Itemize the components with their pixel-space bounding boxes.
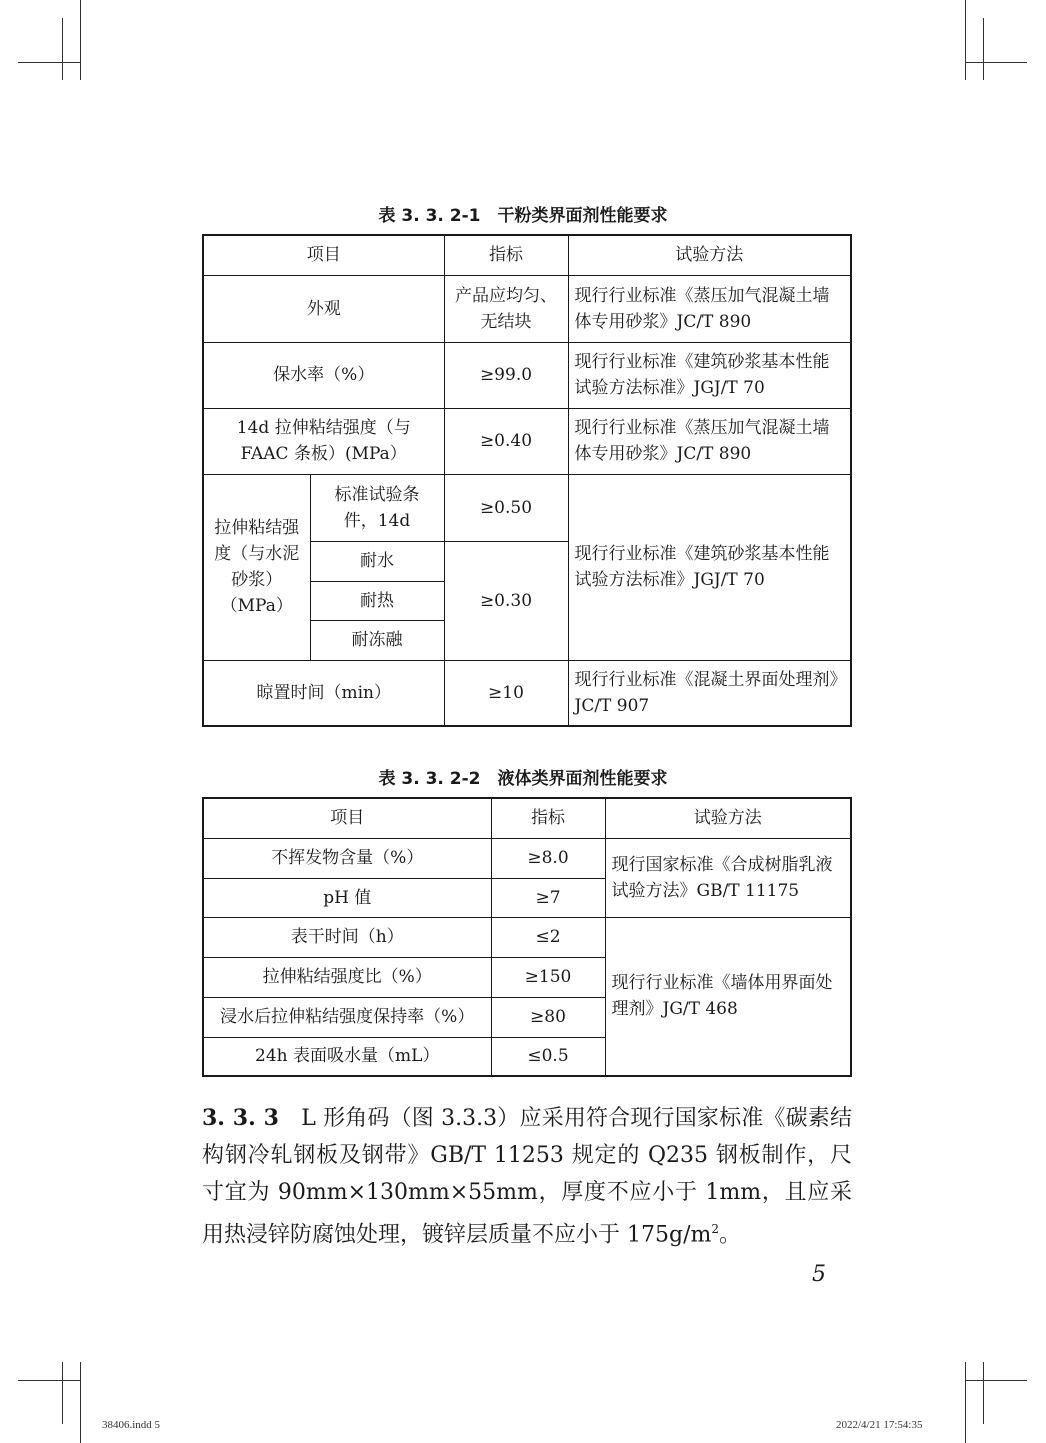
- crop-mark: [80, 1362, 81, 1443]
- cell-item: 晾置时间（min）: [203, 660, 444, 726]
- table-row: [203, 917, 851, 957]
- header-method: 试验方法: [605, 798, 851, 838]
- cell-group: 拉伸粘结强度（与水泥砂浆）（MPa）: [203, 474, 310, 660]
- crop-mark: [983, 18, 984, 80]
- cell-value: ≥0.50: [444, 474, 568, 541]
- table1-caption: 表 3. 3. 2-1 干粉类界面剂性能要求: [378, 206, 668, 226]
- clause-sup: 2: [711, 1222, 719, 1236]
- cell-item: 表干时间（h）: [203, 917, 491, 957]
- cell-value: ≥8.0: [491, 838, 605, 878]
- clause-paragraph: [202, 1100, 852, 1253]
- crop-mark: [983, 1362, 984, 1424]
- table1: [202, 234, 852, 727]
- cell-item: 浸水后拉伸粘结强度保持率（%）: [203, 997, 491, 1037]
- cell-value: ≥99.0: [444, 342, 568, 408]
- table2: [202, 797, 852, 1077]
- table-row: [203, 474, 851, 541]
- cell-value: ≥10: [444, 660, 568, 726]
- cell-item: pH 值: [203, 878, 491, 917]
- crop-mark: [965, 1380, 1027, 1381]
- cell-method: 现行行业标准《蒸压加气混凝土墙体专用砂浆》JC/T 890: [568, 275, 851, 342]
- cell-value: 产品应均匀、无结块: [444, 275, 568, 342]
- cell-item: 14d 拉伸粘结强度（与 FAAC 条板）(MPa）: [203, 408, 444, 474]
- cell-value: ≥7: [491, 878, 605, 917]
- header-item: 项目: [203, 798, 491, 838]
- cell-item: 外观: [203, 275, 444, 342]
- clause-end: 。: [718, 1222, 741, 1248]
- crop-mark: [62, 1362, 63, 1424]
- page-number: 5: [812, 1262, 826, 1287]
- header-item: 项目: [203, 235, 444, 275]
- slug-date: 2022/4/21 17:54:35: [836, 1419, 923, 1431]
- table-row: [203, 798, 851, 838]
- table-row: [203, 660, 851, 726]
- crop-mark: [965, 0, 966, 80]
- header-value: 指标: [444, 235, 568, 275]
- cell-value: ≥80: [491, 997, 605, 1037]
- crop-mark: [80, 0, 81, 80]
- cell-value: ≤2: [491, 917, 605, 957]
- header-value: 指标: [491, 798, 605, 838]
- table2-caption: 表 3. 3. 2-2 液体类界面剂性能要求: [378, 769, 668, 789]
- cell-item: 保水率（%）: [203, 342, 444, 408]
- cell-subitem: 耐水: [310, 541, 444, 581]
- cell-method: 现行行业标准《建筑砂浆基本性能试验方法标准》JGJ/T 70: [568, 342, 851, 408]
- table-row: [203, 275, 851, 342]
- clause-text: L 形角码（图 3.3.3）应采用符合现行国家标准《碳素结构钢冷轧钢板及钢带》GB/T 11253 规定的 Q235 钢板制作，尺寸宜为 90mm×130mm×55mm，厚度不应小于 1mm，且应采用热浸锌防腐蚀处理，镀锌层质量不应小于 175g/m: [202, 1106, 852, 1248]
- table-row: [203, 408, 851, 474]
- cell-value: ≤0.5: [491, 1037, 605, 1076]
- crop-mark: [965, 62, 1027, 63]
- cell-value: ≥0.40: [444, 408, 568, 474]
- cell-value: ≥150: [491, 957, 605, 997]
- crop-mark: [18, 1380, 80, 1381]
- clause-number: 3. 3. 3: [202, 1105, 279, 1131]
- cell-subitem: 耐热: [310, 581, 444, 620]
- cell-item: 24h 表面吸水量（mL）: [203, 1037, 491, 1076]
- cell-method: 现行行业标准《混凝土界面处理剂》JC/T 907: [568, 660, 851, 726]
- table-row: [203, 235, 851, 275]
- crop-mark: [62, 18, 63, 80]
- slug-file: 38406.indd 5: [102, 1419, 161, 1431]
- cell-method: 现行行业标准《蒸压加气混凝土墙体专用砂浆》JC/T 890: [568, 408, 851, 474]
- cell-item: 拉伸粘结强度比（%）: [203, 957, 491, 997]
- cell-subitem: 标准试验条件，14d: [310, 474, 444, 541]
- cell-value: ≥0.30: [444, 541, 568, 660]
- crop-mark: [18, 62, 80, 63]
- header-method: 试验方法: [568, 235, 851, 275]
- crop-mark: [965, 1362, 966, 1443]
- cell-method: 现行行业标准《墙体用界面处理剂》JG/T 468: [605, 917, 851, 1076]
- cell-subitem: 耐冻融: [310, 620, 444, 660]
- cell-method: 现行行业标准《建筑砂浆基本性能试验方法标准》JGJ/T 70: [568, 474, 851, 660]
- table-row: [203, 342, 851, 408]
- table-row: [203, 838, 851, 878]
- cell-item: 不挥发物含量（%）: [203, 838, 491, 878]
- cell-method: 现行国家标准《合成树脂乳液试验方法》GB/T 11175: [605, 838, 851, 917]
